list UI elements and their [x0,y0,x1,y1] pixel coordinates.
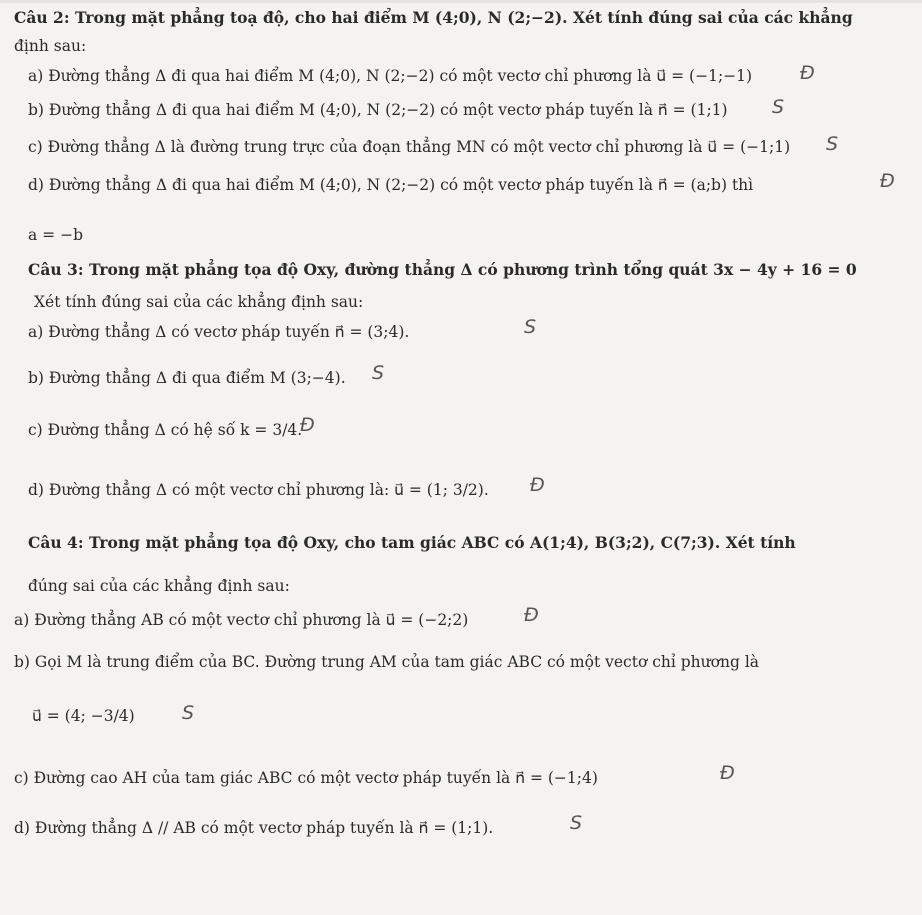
question-2-heading: Câu 2: Trong mặt phẳng toạ độ, cho hai điểm M (4;0), N (2;−2). Xét tính đúng sai của các khẳng [14,8,853,27]
question-3-heading: Câu 3: Trong mặt phẳng tọa độ Oxy, đường thẳng Δ có phương trình tổng quát 3x − 4y + 16 = 0 [28,260,857,279]
handwritten-mark: Đ [530,474,545,496]
question-2-statement-d-cont: a = −b [28,226,83,244]
question-4-statement-d: d) Đường thẳng Δ // AB có một vectơ pháp tuyến là n⃗ = (1;1). [14,819,494,837]
question-2-statement-a: a) Đường thẳng Δ đi qua hai điểm M (4;0), N (2;−2) có một vectơ chỉ phương là u⃗ = (−1;−1) [28,67,753,85]
question-3-statement-d: d) Đường thẳng Δ có một vectơ chỉ phương là: u⃗ = (1; 3/2). [28,481,489,499]
question-3-statement-a: a) Đường thẳng Δ có vectơ pháp tuyến n⃗ = (3;4). [28,323,410,341]
question-4-statement-b: b) Gọi M là trung điểm của BC. Đường trung AM của tam giác ABC có một vectơ chỉ phương là [14,653,760,671]
question-2-statement-b: b) Đường thẳng Δ đi qua hai điểm M (4;0), N (2;−2) có một vectơ pháp tuyến là n⃗ = (1;1) [28,101,728,119]
question-2-intro: định sau: [14,37,87,55]
handwritten-mark: Đ [300,414,315,436]
handwritten-mark: S [772,96,785,118]
handwritten-mark: Đ [524,604,539,626]
question-4-heading: Câu 4: Trong mặt phẳng tọa độ Oxy, cho tam giác ABC có A(1;4), B(3;2), C(7;3). Xét tính [28,533,796,552]
handwritten-mark: S [570,812,583,834]
question-2-statement-c: c) Đường thẳng Δ là đường trung trực của đoạn thẳng MN có một vectơ chỉ phương là u⃗ = (−1;1) [28,138,791,156]
question-3-statement-b: b) Đường thẳng Δ đi qua điểm M (3;−4). [28,369,346,387]
handwritten-mark: S [372,362,385,384]
question-2-statement-d: d) Đường thẳng Δ đi qua hai điểm M (4;0), N (2;−2) có một vectơ pháp tuyến là n⃗ = (a;b) thì [28,176,754,194]
handwritten-mark: Đ [720,762,735,784]
handwritten-mark: Đ [880,170,895,192]
handwritten-mark: Đ [800,62,815,84]
question-4-statement-b-cont: u⃗ = (4; −3/4) [32,707,135,725]
question-4-intro: đúng sai của các khẳng định sau: [28,577,290,595]
question-4-statement-c: c) Đường cao AH của tam giác ABC có một vectơ pháp tuyến là n⃗ = (−1;4) [14,769,598,787]
page-edge [0,0,922,3]
handwritten-mark: S [826,133,839,155]
question-3-statement-c: c) Đường thẳng Δ có hệ số k = 3/4. [28,421,303,439]
handwritten-mark: S [182,702,195,724]
handwritten-mark: S [524,316,537,338]
question-4-statement-a: a) Đường thẳng AB có một vectơ chỉ phương là u⃗ = (−2;2) [14,611,469,629]
question-3-intro: Xét tính đúng sai của các khẳng định sau: [34,293,364,311]
